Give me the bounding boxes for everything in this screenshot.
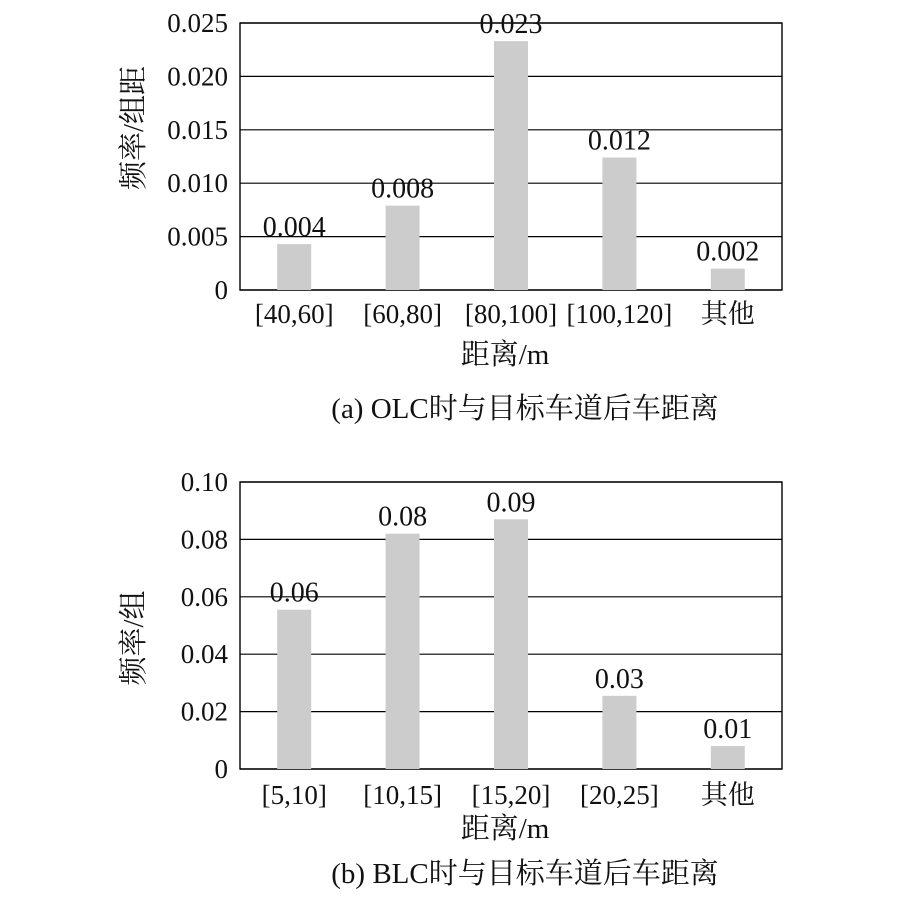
- data-label: 0.06: [269, 577, 319, 609]
- y-tick-label: 0.08: [180, 524, 228, 555]
- bar: [602, 696, 636, 769]
- y-tick-label: 0: [214, 275, 228, 305]
- bar: [277, 244, 311, 290]
- bar: [386, 534, 420, 769]
- bar: [494, 41, 528, 290]
- chart-panel-a: [117, 8, 782, 425]
- y-tick-label: 0.005: [167, 221, 228, 252]
- y-axis-title: 频率/组: [118, 590, 150, 686]
- x-axis-title: 距离/m: [460, 813, 550, 845]
- data-label: 0.008: [371, 173, 435, 205]
- chart-caption: (b) BLC时与目标车道后车距离: [331, 858, 719, 890]
- chart-panel-b: [117, 467, 782, 890]
- x-tick-label: [5,10]: [261, 780, 327, 810]
- y-tick-label: 0.10: [180, 467, 228, 497]
- y-tick-label: 0.02: [180, 696, 228, 727]
- bar: [711, 746, 745, 769]
- data-label: 0.03: [594, 663, 644, 695]
- x-tick-label: [60,80]: [363, 299, 442, 329]
- y-tick-label: 0.015: [167, 114, 228, 145]
- bar: [602, 158, 636, 290]
- bar: [494, 519, 528, 769]
- bar: [711, 269, 745, 290]
- x-axis-title: 距离/m: [460, 339, 550, 371]
- y-tick-label: 0.06: [180, 581, 228, 612]
- data-label: 0.09: [486, 487, 536, 519]
- data-label: 0.012: [587, 125, 651, 157]
- y-tick-label: 0.010: [167, 168, 228, 199]
- x-tick-label: [100,120]: [566, 299, 673, 329]
- data-label: 0.01: [703, 714, 753, 746]
- x-tick-label: [40,60]: [254, 299, 334, 329]
- x-tick-label: [80,100]: [464, 299, 558, 329]
- x-tick-label: [20,25]: [580, 780, 659, 810]
- x-tick-label: 其他: [700, 780, 755, 810]
- y-axis-title: 频率/组距: [118, 65, 150, 191]
- x-tick-label: [15,20]: [471, 780, 551, 810]
- y-tick-label: 0.04: [180, 639, 228, 670]
- data-label: 0.004: [262, 212, 326, 244]
- data-label: 0.08: [378, 501, 428, 533]
- chart-caption: (a) OLC时与目标车道后车距离: [331, 393, 719, 425]
- y-tick-label: 0: [214, 754, 228, 784]
- data-label: 0.002: [696, 236, 760, 268]
- data-label: 0.023: [479, 9, 543, 41]
- x-tick-label: [10,15]: [363, 780, 442, 810]
- x-tick-label: 其他: [700, 299, 755, 329]
- bar: [277, 610, 311, 769]
- y-tick-label: 0.020: [167, 61, 228, 92]
- y-tick-label: 0.025: [167, 8, 228, 38]
- bar: [386, 206, 420, 290]
